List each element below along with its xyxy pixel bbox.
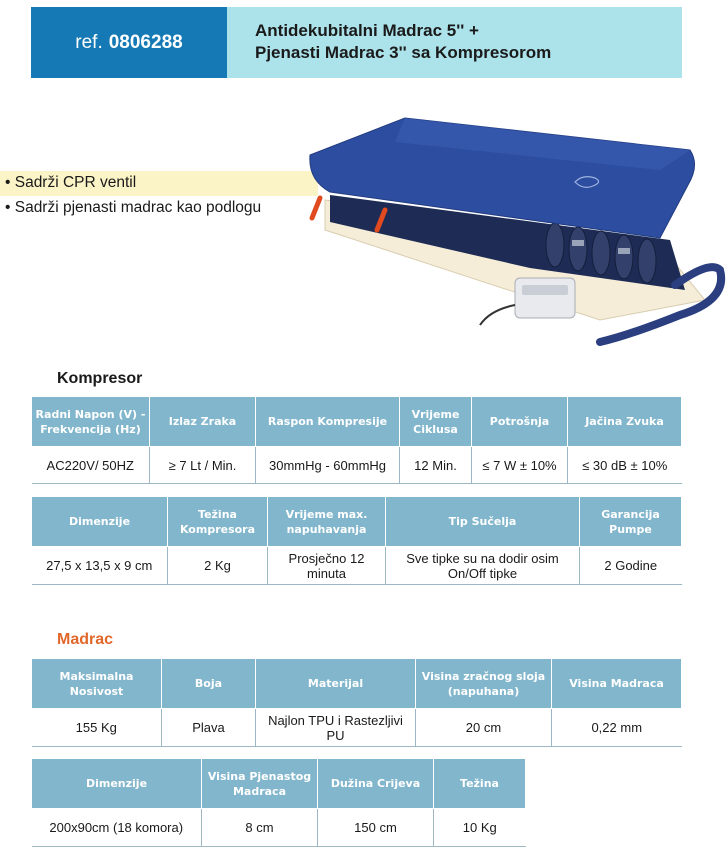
table-header: Raspon Kompresije	[256, 397, 400, 447]
table-cell: 0,22 mm	[552, 709, 682, 747]
table-cell: 2 Kg	[168, 547, 268, 585]
product-title	[227, 7, 682, 78]
table-cell: Plava	[162, 709, 256, 747]
table-cell: 12 Min.	[400, 447, 472, 484]
table-cell: 10 Kg	[434, 809, 526, 847]
product-title-line2: Pjenasti Madrac 3'' sa Kompresorom	[255, 43, 552, 62]
table-cell: 20 cm	[416, 709, 552, 747]
ref-label: ref.	[75, 31, 103, 53]
ref-number: 0806288	[108, 31, 183, 53]
feature-item: • Sadrži pjenasti madrac kao podlogu	[5, 199, 262, 216]
table-header: Visina Pjenastog Madraca	[202, 759, 318, 809]
table-header: Garancija Pumpe	[580, 497, 682, 547]
table-cell: 155 Kg	[32, 709, 162, 747]
table-header: Dužina Crijeva	[318, 759, 434, 809]
kompresor-table-1	[31, 396, 682, 484]
table-header: Vrijeme max. napuhavanja	[268, 497, 386, 547]
table-header: Težina Kompresora	[168, 497, 268, 547]
table-cell: Sve tipke su na dodir osim On/Off tipke	[386, 547, 580, 585]
table-header: Težina	[434, 759, 526, 809]
table-cell: 2 Godine	[580, 547, 682, 585]
section-title-kompresor: Kompresor	[57, 370, 143, 387]
feature-item: • Sadrži CPR ventil	[5, 174, 137, 191]
table-cell: ≥ 7 Lt / Min.	[150, 447, 256, 484]
table-header: Boja	[162, 659, 256, 709]
kompresor-table-2	[31, 496, 682, 585]
product-title-line1: Antidekubitalni Madrac 5'' +	[255, 21, 479, 40]
table-header: Jačina Zvuka	[568, 397, 682, 447]
table-header: Materijal	[256, 659, 416, 709]
table-header: Visina zračnog sloja (napuhana)	[416, 659, 552, 709]
table-header: Izlaz Zraka	[150, 397, 256, 447]
table-header: Tip Sučelja	[386, 497, 580, 547]
table-header: Potrošnja	[472, 397, 568, 447]
table-cell: 27,5 x 13,5 x 9 cm	[32, 547, 168, 585]
table-cell: ≤ 30 dB ± 10%	[568, 447, 682, 484]
table-cell: 200x90cm (18 komora)	[32, 809, 202, 847]
mattress-image	[300, 110, 728, 360]
ref-badge	[31, 7, 227, 78]
table-header: Dimenzije	[32, 759, 202, 809]
table-header: Maksimalna Nosivost	[32, 659, 162, 709]
table-cell: Prosječno 12 minuta	[268, 547, 386, 585]
table-cell: ≤ 7 W ± 10%	[472, 447, 568, 484]
table-cell: 30mmHg - 60mmHg	[256, 447, 400, 484]
table-cell: 150 cm	[318, 809, 434, 847]
section-title-madrac: Madrac	[57, 631, 114, 648]
table-header: Visina Madraca	[552, 659, 682, 709]
table-header: Dimenzije	[32, 497, 168, 547]
table-cell: 8 cm	[202, 809, 318, 847]
madrac-table-2	[31, 758, 526, 847]
table-header: Vrijeme Ciklusa	[400, 397, 472, 447]
table-header: Radni Napon (V) - Frekvencija (Hz)	[32, 397, 150, 447]
table-cell: AC220V/ 50HZ	[32, 447, 150, 484]
table-cell: Najlon TPU i Rastezljivi PU	[256, 709, 416, 747]
madrac-table-1	[31, 658, 682, 747]
